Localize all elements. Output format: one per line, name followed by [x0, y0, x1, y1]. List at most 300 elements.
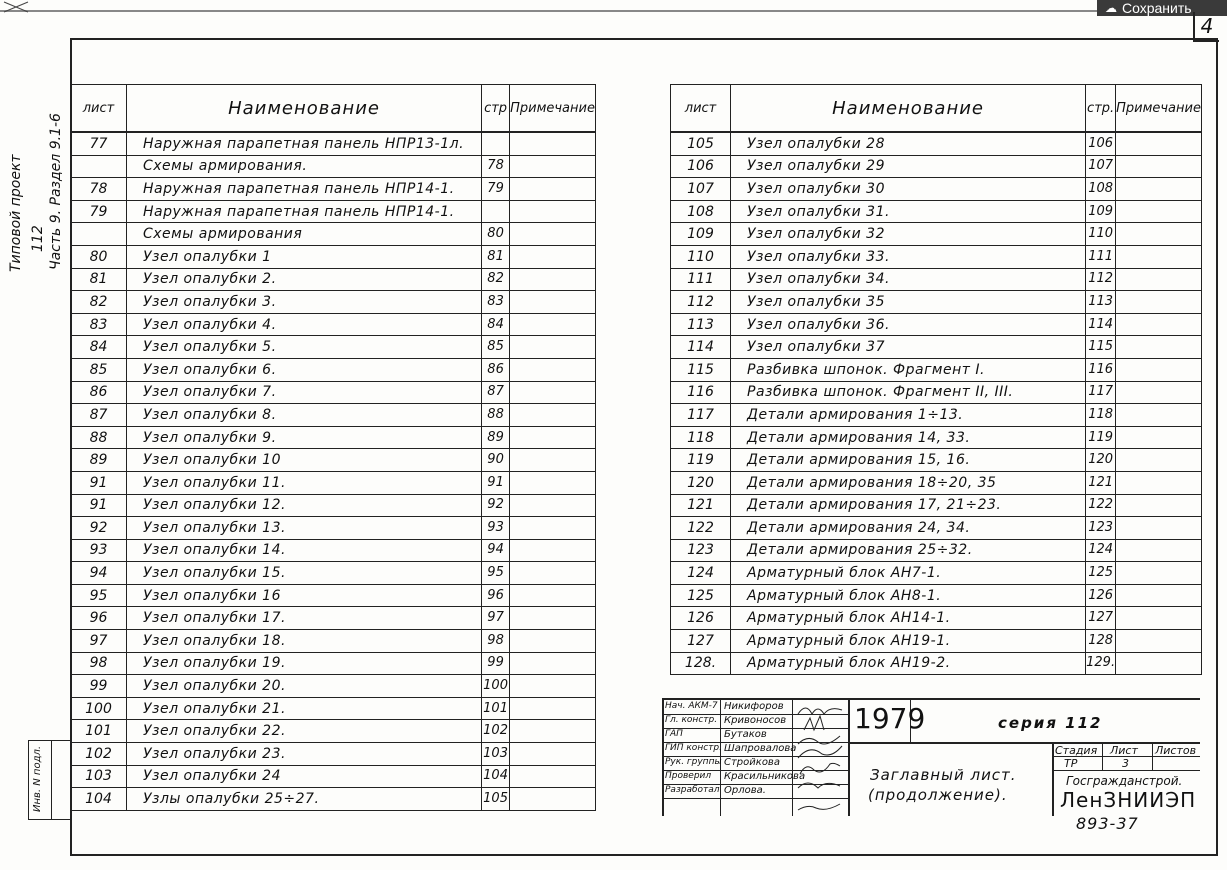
item-name-cell: Узел опалубки 19.: [127, 652, 482, 675]
note-cell: [1116, 132, 1202, 155]
table-row: [671, 539, 1202, 562]
note-cell: [510, 291, 596, 314]
note-cell: [1116, 245, 1202, 268]
note-cell: [510, 765, 596, 788]
table-row: [671, 268, 1202, 291]
page-number-cell: 89: [482, 426, 510, 449]
sheets-label: Листов: [1155, 744, 1197, 757]
role-label: Разработал: [665, 785, 720, 795]
table-row: [71, 652, 596, 675]
sheet-number-cell: 88: [71, 426, 127, 449]
table-row: [671, 404, 1202, 427]
item-name-cell: Узел опалубки 23.: [127, 743, 482, 766]
sheet-number-cell: 119: [671, 449, 731, 472]
col-sheet-header: лист: [671, 85, 731, 133]
table-row: [71, 630, 596, 653]
table-row: [71, 607, 596, 630]
sheet-number-cell: 104: [71, 788, 127, 811]
title-series: серия 112: [998, 714, 1103, 732]
role-label: ГИП констр.: [665, 743, 722, 753]
page-number-cell: 78: [482, 155, 510, 178]
note-cell: [510, 517, 596, 540]
table-row: [71, 675, 596, 698]
sheet-number-cell: 99: [71, 675, 127, 698]
table-row: [671, 132, 1202, 155]
page-number-cell: 106: [1086, 132, 1116, 155]
person-name: Орлова.: [724, 785, 766, 796]
stage-value: ТР: [1064, 757, 1078, 770]
item-name-cell: Детали армирования 24, 34.: [731, 517, 1086, 540]
sheet-number-cell: 122: [671, 517, 731, 540]
table-row: [71, 494, 596, 517]
page-number-cell: [482, 132, 510, 155]
page-number-cell: 127: [1086, 607, 1116, 630]
sheet-top-edge: [0, 10, 1227, 12]
item-name-cell: Узел опалубки 2.: [127, 268, 482, 291]
sheet-number-cell: 124: [671, 562, 731, 585]
sheet-number-cell: 110: [671, 245, 731, 268]
note-cell: [510, 788, 596, 811]
table-row: [671, 607, 1202, 630]
item-name-cell: Арматурный блок АН7-1.: [731, 562, 1086, 585]
table-row: [71, 155, 596, 178]
person-name: Никифоров: [724, 701, 784, 712]
note-cell: [1116, 291, 1202, 314]
page-number-cell: 93: [482, 517, 510, 540]
page-number-cell: 121: [1086, 471, 1116, 494]
sheet-number-cell: 117: [671, 404, 731, 427]
note-cell: [1116, 517, 1202, 540]
sheet-number-cell: 111: [671, 268, 731, 291]
item-name-cell: Узел опалубки 12.: [127, 494, 482, 517]
item-name-cell: Узел опалубки 34.: [731, 268, 1086, 291]
item-name-cell: Узел опалубки 8.: [127, 404, 482, 427]
page-number-cell: 107: [1086, 155, 1116, 178]
page-number-cell: 120: [1086, 449, 1116, 472]
sheet-number-cell: 102: [71, 743, 127, 766]
table-row: [71, 358, 596, 381]
page-number-cell: 118: [1086, 404, 1116, 427]
item-name-cell: Узел опалубки 18.: [127, 630, 482, 653]
page-number-cell: 91: [482, 471, 510, 494]
note-cell: [510, 720, 596, 743]
role-label: ГАП: [665, 729, 683, 739]
page-number-cell: 128: [1086, 630, 1116, 653]
sheet-number-cell: 91: [71, 471, 127, 494]
page-number-cell: 101: [482, 697, 510, 720]
item-name-cell: Узел опалубки 1: [127, 245, 482, 268]
col-page-header: стр: [482, 85, 510, 133]
item-name-cell: Узел опалубки 24: [127, 765, 482, 788]
page-number-cell: 90: [482, 449, 510, 472]
person-name: Бутаков: [724, 729, 767, 740]
sheet-number-cell: 126: [671, 607, 731, 630]
table-row: [71, 291, 596, 314]
page-number-cell: 86: [482, 358, 510, 381]
sheet-number-cell: 105: [671, 132, 731, 155]
person-name: Стройкова: [724, 757, 780, 768]
item-name-cell: Наружная парапетная панель НПР13-1л.: [127, 132, 482, 155]
note-cell: [510, 697, 596, 720]
sheet-number-cell: [71, 155, 127, 178]
page-number-cell: 94: [482, 539, 510, 562]
sheet-index-table-left: [70, 84, 596, 811]
note-cell: [1116, 268, 1202, 291]
item-name-cell: Арматурный блок АН19-2.: [731, 652, 1086, 675]
table-row: [71, 697, 596, 720]
page-number-cell: 119: [1086, 426, 1116, 449]
sheet-number-cell: 125: [671, 584, 731, 607]
page-number-cell: 100: [482, 675, 510, 698]
page-number-cell: 112: [1086, 268, 1116, 291]
page-number-cell: 84: [482, 313, 510, 336]
page-number-cell: 80: [482, 223, 510, 246]
note-cell: [1116, 358, 1202, 381]
margin-inv: Инв. N подл.: [32, 745, 43, 812]
table-row: [671, 155, 1202, 178]
page-number-cell: 83: [482, 291, 510, 314]
note-cell: [510, 245, 596, 268]
table-row: [71, 268, 596, 291]
item-name-cell: Узел опалубки 28: [731, 132, 1086, 155]
item-name-cell: Узел опалубки 31.: [731, 200, 1086, 223]
item-name-cell: Узел опалубки 20.: [127, 675, 482, 698]
item-name-cell: Узел опалубки 9.: [127, 426, 482, 449]
item-name-cell: Схемы армирования.: [127, 155, 482, 178]
title-line1: Заглавный лист.: [870, 766, 1017, 784]
role-label: Рук. группы: [665, 757, 722, 767]
table-row: [671, 381, 1202, 404]
page-number-cell: 113: [1086, 291, 1116, 314]
note-cell: [1116, 313, 1202, 336]
sheet-number-cell: 95: [71, 584, 127, 607]
sheet-number-cell: 113: [671, 313, 731, 336]
page-number-cell: 123: [1086, 517, 1116, 540]
table-row: [671, 223, 1202, 246]
note-cell: [1116, 607, 1202, 630]
sheet-number-cell: [71, 223, 127, 246]
table-row: [71, 313, 596, 336]
table-row: [71, 743, 596, 766]
note-cell: [1116, 223, 1202, 246]
table-row: [71, 562, 596, 585]
note-cell: [510, 539, 596, 562]
sheet-number-cell: 97: [71, 630, 127, 653]
page-number-cell: 95: [482, 562, 510, 585]
col-name-header: Наименование: [731, 85, 1086, 133]
table-row: [71, 539, 596, 562]
note-cell: [1116, 539, 1202, 562]
sheet-label: Лист: [1110, 744, 1138, 757]
page-number-cell: 87: [482, 381, 510, 404]
note-cell: [510, 200, 596, 223]
sheet-number-cell: 118: [671, 426, 731, 449]
item-name-cell: Детали армирования 15, 16.: [731, 449, 1086, 472]
page-number-cell: 79: [482, 178, 510, 201]
margin-project-no: 112: [30, 225, 46, 252]
sheet-number-cell: 85: [71, 358, 127, 381]
page-number-cell: 85: [482, 336, 510, 359]
page-number-cell: 125: [1086, 562, 1116, 585]
note-cell: [1116, 155, 1202, 178]
sheet-number-cell: 100: [71, 697, 127, 720]
note-cell: [1116, 630, 1202, 653]
item-name-cell: Узел опалубки 37: [731, 336, 1086, 359]
note-cell: [1116, 200, 1202, 223]
cloud-icon: ☁: [1105, 1, 1117, 15]
note-cell: [510, 584, 596, 607]
item-name-cell: Узел опалубки 30: [731, 178, 1086, 201]
inv-box-2: [50, 740, 71, 820]
item-name-cell: Узел опалубки 3.: [127, 291, 482, 314]
signature-marks: [794, 700, 850, 816]
item-name-cell: Узел опалубки 36.: [731, 313, 1086, 336]
item-name-cell: Детали армирования 1÷13.: [731, 404, 1086, 427]
note-cell: [1116, 584, 1202, 607]
sheet-number-cell: 92: [71, 517, 127, 540]
sheet-value: 3: [1122, 757, 1129, 770]
org-line1: Госгражданстрой.: [1066, 774, 1183, 788]
person-name: Шапровалова: [724, 743, 797, 754]
sheet-number-cell: 78: [71, 178, 127, 201]
page-number-cell: 109: [1086, 200, 1116, 223]
item-name-cell: Наружная парапетная панель НПР14-1.: [127, 200, 482, 223]
note-cell: [1116, 652, 1202, 675]
item-name-cell: Узел опалубки 33.: [731, 245, 1086, 268]
page-number-cell: 97: [482, 607, 510, 630]
org-line2: ЛенЗНИИЭП: [1060, 788, 1197, 812]
sheet-number: 4: [1193, 12, 1219, 42]
sheet-number-cell: 107: [671, 178, 731, 201]
margin-project: Типовой проект: [8, 154, 24, 272]
table-row: [671, 471, 1202, 494]
item-name-cell: Детали армирования 14, 33.: [731, 426, 1086, 449]
table-row: [71, 223, 596, 246]
sheet-number-cell: 82: [71, 291, 127, 314]
item-name-cell: Узел опалубки 35: [731, 291, 1086, 314]
page-number-cell: 116: [1086, 358, 1116, 381]
item-name-cell: Узел опалубки 29: [731, 155, 1086, 178]
table-row: [671, 652, 1202, 675]
table-row: [671, 313, 1202, 336]
document-number: 893-37: [1076, 814, 1139, 833]
item-name-cell: Узел опалубки 7.: [127, 381, 482, 404]
page-number-cell: 110: [1086, 223, 1116, 246]
note-cell: [510, 336, 596, 359]
save-label: Сохранить: [1122, 0, 1192, 16]
table-row: [671, 630, 1202, 653]
page-number-cell: 122: [1086, 494, 1116, 517]
page-number-cell: 88: [482, 404, 510, 427]
page-number-cell: 102: [482, 720, 510, 743]
sheet-number-cell: 98: [71, 652, 127, 675]
sheet-number-cell: 108: [671, 200, 731, 223]
item-name-cell: Узел опалубки 15.: [127, 562, 482, 585]
title-block: [662, 698, 1200, 816]
table-row: [671, 426, 1202, 449]
role-label: Гл. констр.: [665, 715, 718, 725]
item-name-cell: Детали армирования 17, 21÷23.: [731, 494, 1086, 517]
note-cell: [1116, 471, 1202, 494]
table-row: [71, 517, 596, 540]
page-number-cell: 129.: [1086, 652, 1116, 675]
page-number-cell: 115: [1086, 336, 1116, 359]
item-name-cell: Разбивка шпонок. Фрагмент II, III.: [731, 381, 1086, 404]
sheet-number-cell: 112: [671, 291, 731, 314]
note-cell: [510, 132, 596, 155]
table-row: [71, 132, 596, 155]
page-number-cell: [482, 200, 510, 223]
note-cell: [510, 155, 596, 178]
item-name-cell: Узел опалубки 10: [127, 449, 482, 472]
person-name: Красильникова: [724, 771, 806, 782]
table-row: [671, 562, 1202, 585]
table-row: [671, 584, 1202, 607]
col-sheet-header: лист: [71, 85, 127, 133]
col-name-header: Наименование: [127, 85, 482, 133]
sheet-number-cell: 114: [671, 336, 731, 359]
sheet-number-cell: 109: [671, 223, 731, 246]
note-cell: [510, 494, 596, 517]
page-number-cell: 104: [482, 765, 510, 788]
item-name-cell: Узел опалубки 21.: [127, 697, 482, 720]
table-row: [671, 517, 1202, 540]
sheet-number-cell: 115: [671, 358, 731, 381]
note-cell: [1116, 178, 1202, 201]
person-name: Кривоносов: [724, 715, 787, 726]
item-name-cell: Арматурный блок АН8-1.: [731, 584, 1086, 607]
sheet-number-cell: 87: [71, 404, 127, 427]
sheet-number-cell: 106: [671, 155, 731, 178]
note-cell: [1116, 336, 1202, 359]
note-cell: [1116, 381, 1202, 404]
item-name-cell: Узел опалубки 17.: [127, 607, 482, 630]
sheet-number-cell: 103: [71, 765, 127, 788]
page-number-cell: 96: [482, 584, 510, 607]
item-name-cell: Узел опалубки 11.: [127, 471, 482, 494]
item-name-cell: Арматурный блок АН14-1.: [731, 607, 1086, 630]
table-row: [671, 200, 1202, 223]
note-cell: [510, 562, 596, 585]
page-number-cell: 81: [482, 245, 510, 268]
page-number-cell: 103: [482, 743, 510, 766]
note-cell: [510, 313, 596, 336]
table-row: [71, 765, 596, 788]
sheet-number-cell: 91: [71, 494, 127, 517]
sheet-number-cell: 80: [71, 245, 127, 268]
page-number-cell: 108: [1086, 178, 1116, 201]
page-number-cell: 105: [482, 788, 510, 811]
item-name-cell: Узел опалубки 6.: [127, 358, 482, 381]
item-name-cell: Узел опалубки 13.: [127, 517, 482, 540]
page-number-cell: 111: [1086, 245, 1116, 268]
note-cell: [1116, 494, 1202, 517]
table-row: [671, 358, 1202, 381]
note-cell: [510, 652, 596, 675]
page-number-cell: 99: [482, 652, 510, 675]
table-row: [71, 584, 596, 607]
table-row: [671, 494, 1202, 517]
item-name-cell: Узел опалубки 16: [127, 584, 482, 607]
table-row: [71, 426, 596, 449]
table-row: [71, 471, 596, 494]
col-page-header: стр.: [1086, 85, 1116, 133]
note-cell: [510, 178, 596, 201]
sheet-number-cell: 84: [71, 336, 127, 359]
item-name-cell: Узел опалубки 14.: [127, 539, 482, 562]
table-row: [71, 200, 596, 223]
note-cell: [510, 630, 596, 653]
table-row: [71, 381, 596, 404]
note-cell: [510, 381, 596, 404]
table-row: [671, 291, 1202, 314]
table-row: [71, 788, 596, 811]
sheet-number-cell: 89: [71, 449, 127, 472]
sheet-number-cell: 83: [71, 313, 127, 336]
sheet-number-cell: 123: [671, 539, 731, 562]
note-cell: [510, 404, 596, 427]
note-cell: [510, 675, 596, 698]
title-line2: (продолжение).: [868, 786, 1008, 804]
sheet-number-cell: 101: [71, 720, 127, 743]
margin-part: Часть 9. Раздел 9.1-6: [48, 113, 64, 270]
table-row: [71, 720, 596, 743]
table-row: [671, 449, 1202, 472]
sheet-number-cell: 81: [71, 268, 127, 291]
stage-label: Стадия: [1055, 744, 1098, 757]
sheet-number-cell: 128.: [671, 652, 731, 675]
title-year: 1979: [854, 702, 926, 735]
note-cell: [510, 223, 596, 246]
table-row: [71, 336, 596, 359]
item-name-cell: Детали армирования 18÷20, 35: [731, 471, 1086, 494]
page-number-cell: 117: [1086, 381, 1116, 404]
sheet-number-cell: 116: [671, 381, 731, 404]
page-number-cell: 114: [1086, 313, 1116, 336]
item-name-cell: Схемы армирования: [127, 223, 482, 246]
item-name-cell: Узел опалубки 5.: [127, 336, 482, 359]
note-cell: [510, 268, 596, 291]
page-number-cell: 126: [1086, 584, 1116, 607]
note-cell: [1116, 404, 1202, 427]
sheet-number-cell: 77: [71, 132, 127, 155]
role-label: Нач. АКМ-7: [665, 701, 718, 711]
sheet-number-cell: 96: [71, 607, 127, 630]
table-row: [671, 245, 1202, 268]
col-note-header: Примечание: [510, 85, 596, 133]
sheet-number-cell: 127: [671, 630, 731, 653]
sheet-number-cell: 86: [71, 381, 127, 404]
note-cell: [510, 426, 596, 449]
item-name-cell: Наружная парапетная панель НПР14-1.: [127, 178, 482, 201]
sheet-number-cell: 120: [671, 471, 731, 494]
table-row: [71, 245, 596, 268]
item-name-cell: Детали армирования 25÷32.: [731, 539, 1086, 562]
note-cell: [510, 358, 596, 381]
role-label: Проверил: [665, 771, 712, 781]
note-cell: [510, 607, 596, 630]
note-cell: [510, 743, 596, 766]
item-name-cell: Разбивка шпонок. Фрагмент I.: [731, 358, 1086, 381]
item-name-cell: Узел опалубки 4.: [127, 313, 482, 336]
sheet-number-cell: 79: [71, 200, 127, 223]
corner-cross-mark: [0, 0, 30, 14]
table-row: [71, 404, 596, 427]
sheet-number-cell: 94: [71, 562, 127, 585]
table-row: [71, 449, 596, 472]
table-row: [671, 336, 1202, 359]
item-name-cell: Арматурный блок АН19-1.: [731, 630, 1086, 653]
